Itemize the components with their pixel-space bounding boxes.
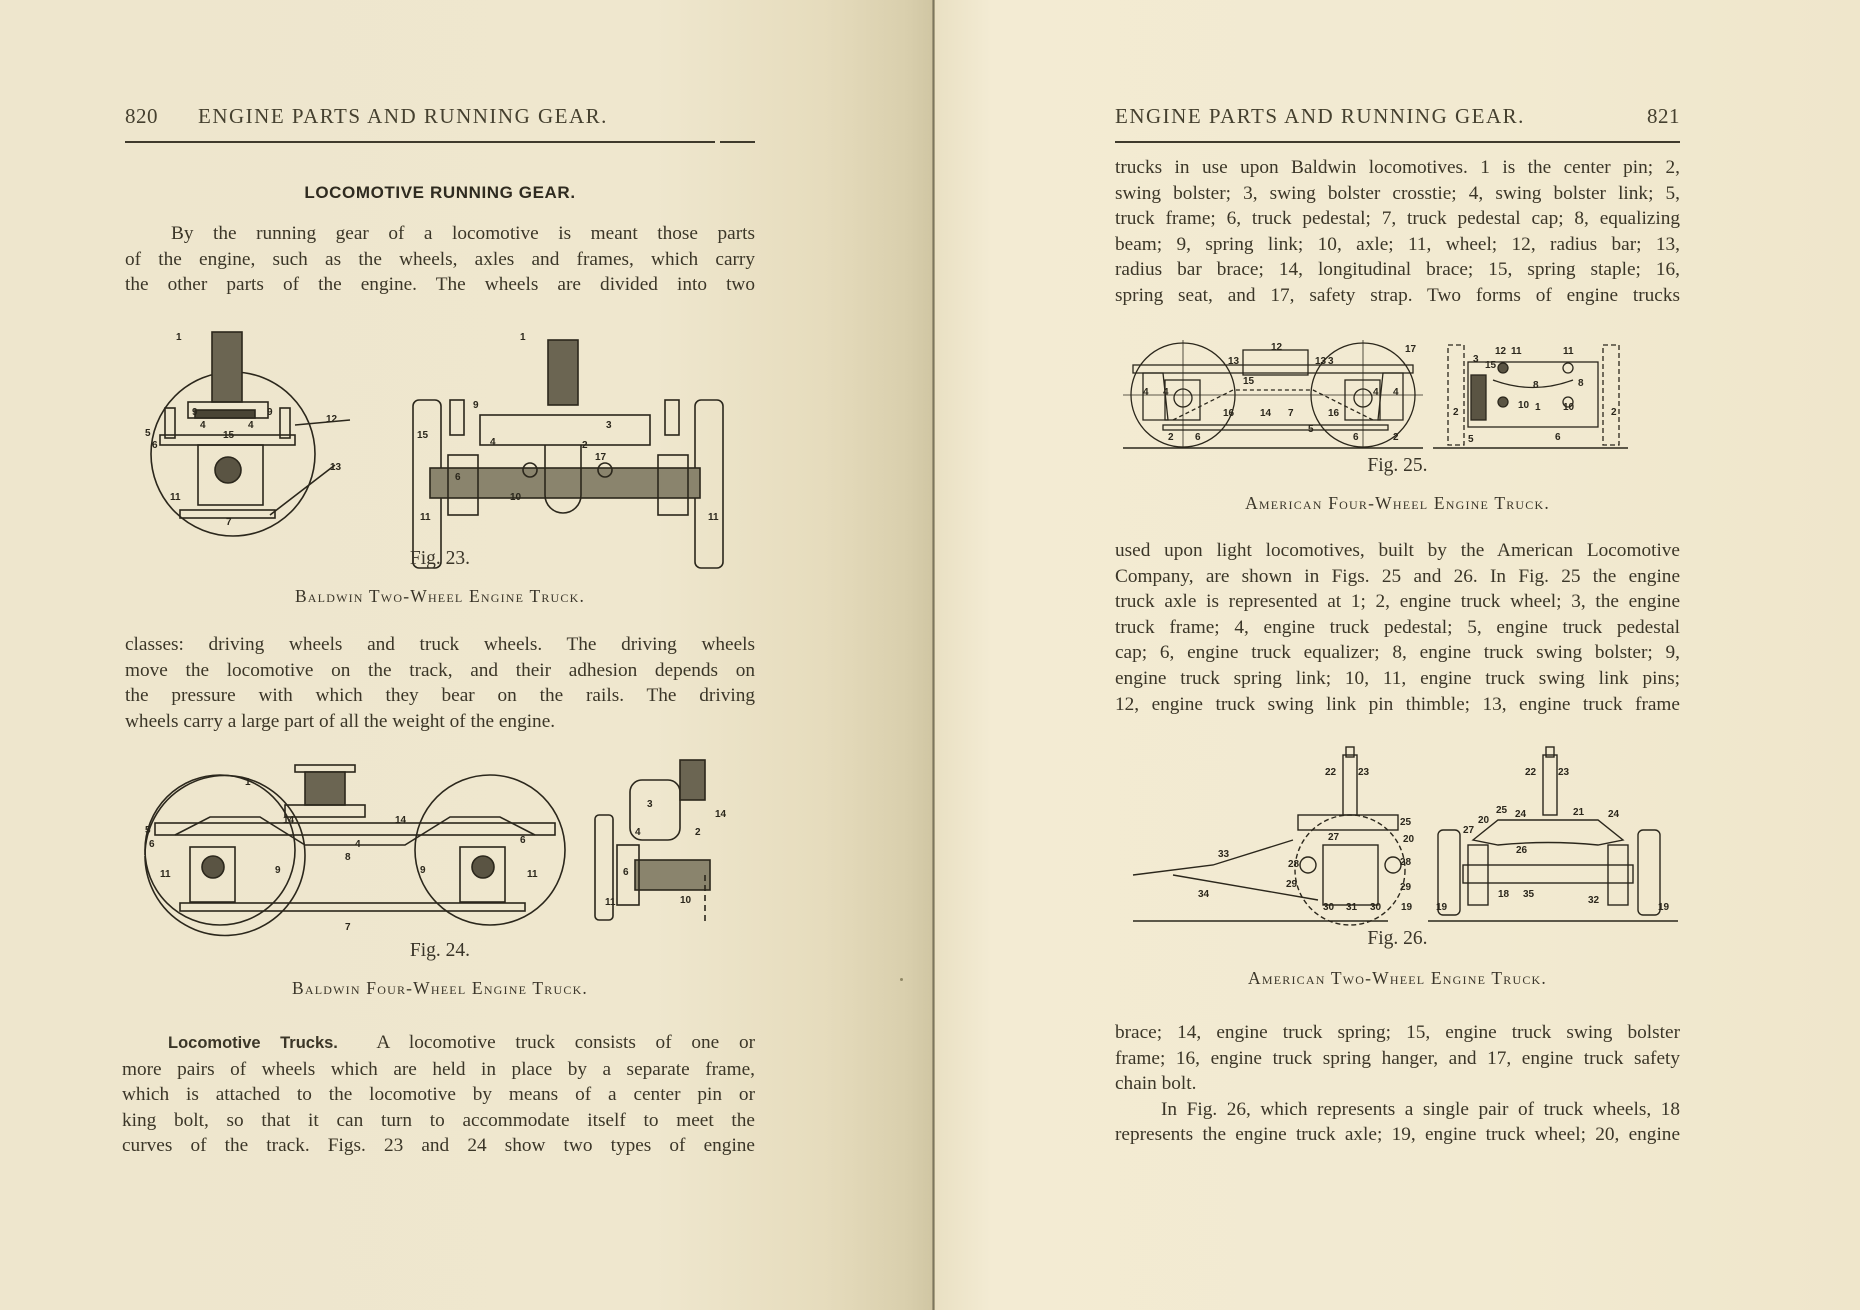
svg-text:5: 5 [1308, 424, 1314, 435]
text-line: truck frame; 6, truck pedestal; 7, truck pedestal cap; 8, equalizing [1115, 208, 1680, 230]
running-head-title: ENGINE PARTS AND RUNNING GEAR. [198, 104, 608, 128]
svg-text:3: 3 [606, 420, 612, 431]
paper-speck [900, 978, 903, 981]
svg-text:16: 16 [1328, 408, 1340, 419]
svg-text:14: 14 [283, 815, 295, 826]
svg-text:13: 13 [1228, 356, 1240, 367]
svg-text:29: 29 [1400, 882, 1412, 893]
svg-text:9: 9 [267, 407, 273, 418]
svg-text:4: 4 [1373, 387, 1379, 398]
text-line: engine truck spring link; 10, 11, engine truck swing link pins; [1115, 667, 1680, 689]
svg-text:22: 22 [1325, 767, 1337, 778]
text-line: curves of the track. Figs. 23 and 24 show two types of engine [122, 1135, 755, 1157]
svg-text:15: 15 [1243, 376, 1255, 387]
text-line: By the running gear of a locomotive is meant those parts [171, 223, 755, 244]
svg-text:24: 24 [1608, 809, 1620, 820]
svg-text:20: 20 [1478, 815, 1490, 826]
svg-text:18: 18 [1498, 889, 1510, 900]
text-line: brace; 14, engine truck spring; 15, engine truck swing bolster [1115, 1022, 1680, 1043]
svg-text:6: 6 [1353, 432, 1359, 443]
text-line: the other parts of the engine. The wheels are divided into two [125, 274, 755, 296]
svg-text:19: 19 [1401, 902, 1413, 913]
svg-text:2: 2 [695, 827, 701, 838]
text-line: of the engine, such as the wheels, axles and frames, which carry [125, 248, 755, 270]
svg-text:17: 17 [595, 452, 607, 463]
svg-text:4: 4 [490, 437, 496, 448]
svg-text:13: 13 [1315, 356, 1327, 367]
svg-text:13: 13 [330, 462, 342, 473]
svg-text:10: 10 [1563, 402, 1575, 413]
figure-26-drawing [1118, 745, 1683, 925]
figure-26-caption: American Two-Wheel Engine Truck. [1248, 968, 1547, 988]
svg-text:11: 11 [420, 512, 431, 523]
svg-text:17: 17 [1405, 344, 1417, 355]
figure-25-drawing [1123, 340, 1683, 455]
text-line: frame; 16, engine truck spring hanger, and 17, engine truck safety [1115, 1047, 1680, 1069]
svg-text:11: 11 [170, 492, 181, 503]
svg-text:25: 25 [1400, 817, 1412, 828]
page-number: 821 [1647, 104, 1680, 128]
paragraph-frame-brace [1115, 1020, 1680, 1148]
svg-text:26: 26 [1516, 845, 1528, 856]
svg-text:6: 6 [520, 835, 526, 846]
svg-text:11: 11 [1511, 346, 1522, 357]
svg-text:5: 5 [145, 825, 151, 836]
svg-text:2: 2 [582, 440, 588, 451]
svg-text:4: 4 [355, 839, 361, 850]
svg-text:9: 9 [275, 865, 281, 876]
svg-text:1: 1 [245, 777, 251, 788]
svg-text:15: 15 [417, 430, 429, 441]
svg-text:28: 28 [1400, 857, 1412, 868]
svg-text:7: 7 [1288, 408, 1294, 419]
svg-text:25: 25 [1496, 805, 1508, 816]
section-heading: LOCOMOTIVE RUNNING GEAR. [304, 183, 576, 202]
svg-text:4: 4 [248, 420, 254, 431]
right-running-head [1115, 104, 1680, 134]
figure-26-label: Fig. 26. [1367, 928, 1428, 949]
text-line: beam; 9, spring link; 10, axle; 11, wheel; 12, radius bar; 13, [1115, 233, 1680, 255]
svg-text:5: 5 [145, 428, 151, 439]
svg-text:19: 19 [1658, 902, 1670, 913]
svg-text:4: 4 [635, 827, 641, 838]
svg-text:4: 4 [1143, 387, 1149, 398]
figure-24-caption: Baldwin Four-Wheel Engine Truck. [291, 978, 589, 998]
svg-text:11: 11 [527, 869, 538, 880]
svg-text:6: 6 [455, 472, 461, 483]
svg-text:6: 6 [152, 440, 158, 451]
svg-text:6: 6 [1555, 432, 1561, 443]
svg-text:7: 7 [226, 517, 232, 528]
text-line: represents the engine truck axle; 19, engine truck wheel; 20, engine [1115, 1124, 1680, 1146]
text-line: king bolt, so that it can turn to accommodate itself to meet the [122, 1109, 755, 1131]
svg-text:10: 10 [680, 895, 692, 906]
svg-text:11: 11 [160, 869, 171, 880]
svg-text:3: 3 [1328, 356, 1334, 367]
svg-text:35: 35 [1523, 889, 1535, 900]
svg-text:2: 2 [1611, 407, 1617, 418]
header-rule-end [720, 141, 755, 143]
text-line: more pairs of wheels which are held in place by a separate frame, [122, 1058, 755, 1080]
svg-text:3: 3 [647, 799, 653, 810]
svg-text:30: 30 [1323, 902, 1335, 913]
svg-text:6: 6 [623, 867, 629, 878]
text-line: move the locomotive on the track, and their adhesion depends on [125, 659, 755, 681]
svg-text:15: 15 [1485, 360, 1497, 371]
svg-text:12: 12 [1271, 342, 1283, 353]
svg-text:34: 34 [1198, 889, 1210, 900]
truck-diagram-icon [1118, 745, 1683, 925]
truck-diagram-icon [140, 320, 750, 545]
svg-text:9: 9 [192, 407, 198, 418]
svg-text:9: 9 [420, 865, 426, 876]
svg-text:31: 31 [1346, 902, 1358, 913]
truck-diagram-icon [135, 755, 735, 933]
text-line: 12, engine truck swing link pin thimble; 13, engine truck frame [1115, 693, 1680, 715]
svg-text:6: 6 [1195, 432, 1201, 443]
figure-23-drawing [140, 320, 750, 545]
svg-text:11: 11 [605, 897, 616, 908]
figure-25-caption: American Four-Wheel Engine Truck. [1245, 493, 1550, 513]
svg-text:2: 2 [1393, 432, 1399, 443]
svg-text:11: 11 [708, 512, 719, 523]
svg-text:2: 2 [1168, 432, 1174, 443]
paragraph-baldwin-parts [1115, 155, 1680, 309]
figure-25-label: Fig. 25. [1367, 455, 1428, 476]
truck-diagram-icon [1123, 340, 1683, 455]
svg-text:5: 5 [1468, 434, 1474, 445]
svg-text:8: 8 [1533, 380, 1539, 391]
svg-text:21: 21 [1573, 807, 1585, 818]
figure-24-drawing [135, 755, 735, 933]
svg-text:11: 11 [1563, 346, 1574, 357]
svg-text:23: 23 [1558, 767, 1570, 778]
svg-text:23: 23 [1358, 767, 1370, 778]
svg-text:19: 19 [1436, 902, 1448, 913]
svg-text:4: 4 [1163, 387, 1169, 398]
text-line: truck axle is represented at 1; 2, engine truck wheel; 3, the engine [1115, 591, 1680, 613]
svg-text:4: 4 [200, 420, 206, 431]
svg-text:4: 4 [1393, 387, 1399, 398]
svg-text:8: 8 [345, 852, 351, 863]
svg-text:28: 28 [1288, 859, 1300, 870]
svg-text:27: 27 [1328, 832, 1340, 843]
svg-text:6: 6 [149, 839, 155, 850]
text-line: Company, are shown in Figs. 25 and 26. In Fig. 25 the engine [1115, 565, 1680, 587]
text-line: spring seat, and 17, safety strap. Two forms of engine trucks [1115, 284, 1680, 306]
text-line: classes: driving wheels and truck wheels. The driving wheels [125, 634, 755, 655]
paragraph-american-truck [1115, 538, 1680, 717]
figure-23-label: Fig. 23. [409, 548, 471, 569]
text-line: truck frame; 4, engine truck pedestal; 5, engine truck pedestal [1115, 616, 1680, 638]
svg-text:24: 24 [1515, 809, 1527, 820]
svg-text:33: 33 [1218, 849, 1230, 860]
svg-text:12: 12 [1495, 346, 1507, 357]
text-line: radius bar brace; 14, longitudinal brace; 15, spring staple; 16, [1115, 259, 1680, 281]
text-line: which is attached to the locomotive by means of a center pin or [122, 1084, 755, 1106]
svg-text:1: 1 [1535, 402, 1541, 413]
svg-text:12: 12 [326, 414, 338, 425]
svg-text:1: 1 [176, 332, 182, 343]
svg-text:7: 7 [345, 922, 351, 933]
svg-text:29: 29 [1286, 879, 1298, 890]
text-span: A locomotive truck consists of one or [376, 1032, 756, 1053]
header-rule [125, 141, 715, 143]
svg-text:1: 1 [520, 332, 526, 343]
page-number: 820 [125, 104, 158, 128]
figure-23-caption: Baldwin Two-Wheel Engine Truck. [294, 586, 586, 606]
figure-24-label: Fig. 24. [409, 940, 471, 961]
svg-text:14: 14 [395, 815, 407, 826]
svg-text:16: 16 [1223, 408, 1235, 419]
svg-text:27: 27 [1463, 825, 1475, 836]
text-line: the pressure with which they bear on the rails. The driving [125, 685, 755, 707]
text-line: used upon light locomotives, built by the American Locomotive [1115, 540, 1680, 561]
paragraph-running-gear [125, 221, 755, 298]
text-line: wheels carry a large part of all the weight of the engine. [125, 710, 556, 732]
svg-text:14: 14 [1260, 408, 1272, 419]
text-line: swing bolster; 3, swing bolster crosstie; 4, swing bolster link; 5, [1115, 182, 1680, 204]
running-head-title: ENGINE PARTS AND RUNNING GEAR. [1115, 104, 1525, 128]
svg-text:9: 9 [473, 400, 479, 411]
paragraph-locomotive-trucks [122, 1030, 755, 1159]
svg-text:15: 15 [223, 430, 235, 441]
svg-text:3: 3 [1473, 354, 1479, 365]
run-in-heading: Locomotive Trucks. [168, 1034, 338, 1052]
svg-text:20: 20 [1403, 834, 1415, 845]
right-page [935, 0, 1860, 1310]
paragraph-driving-wheels [125, 632, 755, 734]
text-line: cap; 6, engine truck equalizer; 8, engine truck swing bolster; 9, [1115, 642, 1680, 664]
text-line: In Fig. 26, which represents a single pair of truck wheels, 18 [1161, 1098, 1680, 1120]
svg-text:2: 2 [1453, 407, 1459, 418]
svg-text:22: 22 [1525, 767, 1537, 778]
svg-text:32: 32 [1588, 895, 1600, 906]
svg-text:30: 30 [1370, 902, 1382, 913]
text-line: chain bolt. [1115, 1073, 1197, 1095]
svg-text:8: 8 [1578, 378, 1584, 389]
text-line [122, 1030, 755, 1057]
svg-text:10: 10 [510, 492, 522, 503]
left-running-head [125, 104, 755, 134]
text-line: trucks in use upon Baldwin locomotives. 1 is the center pin; 2, [1115, 157, 1680, 178]
svg-text:10: 10 [1518, 400, 1530, 411]
svg-text:14: 14 [715, 809, 727, 820]
header-rule [1115, 141, 1680, 143]
